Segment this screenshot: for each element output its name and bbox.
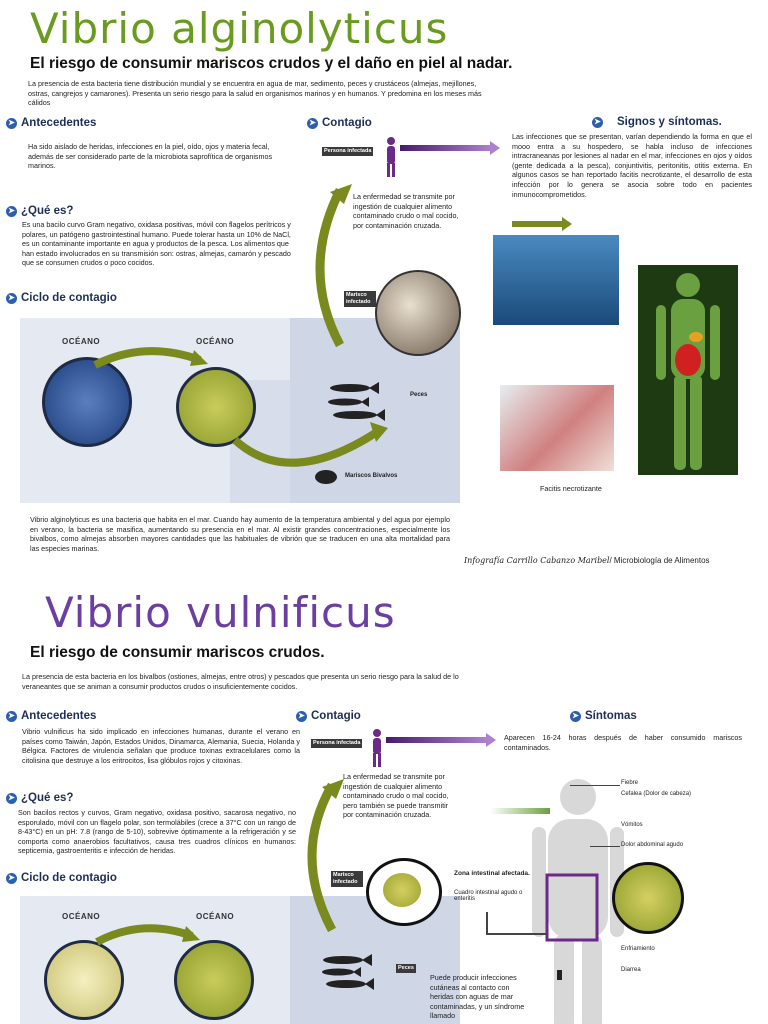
contagio-curve-arrow: [300, 180, 360, 350]
bacteria-micrograph-3: [44, 940, 124, 1020]
zona-title: Zona intestinal afectada.: [454, 870, 530, 877]
credit-author: Infografía Carrillo Cabanzo Maribel: [464, 556, 610, 565]
peces-tag-2: Peces: [398, 965, 414, 971]
arrow-right-icon: ➤: [6, 206, 17, 217]
antecedentes-heading-2: [6, 710, 96, 722]
bacteria-micrograph-1: [42, 357, 132, 447]
oceano-label-1: OCÉANO: [62, 337, 101, 346]
marisco-infectado-tag: Marisco infectado: [344, 291, 376, 307]
cycle-arrow-3: [92, 918, 202, 946]
intestine-bacteria-micrograph: [612, 862, 684, 934]
contagio-text-2: La enfermedad se transmite por ingestión de cualquier alimento contaminado crudo o mal cocido, pero también se puede transmitir por contaminación cruzada.: [343, 772, 449, 820]
dolor-label: Dolor abdominal agudo: [621, 842, 684, 848]
subtitle-alginolyticus: El riesgo de consumir mariscos crudos y el daño en piel al nadar.: [30, 55, 513, 72]
contagio-arrow-2: [386, 737, 486, 743]
zona-line: [486, 912, 488, 934]
arrow-right-icon: ➤: [296, 711, 307, 722]
fish-icon: [325, 380, 415, 430]
antecedentes-text: Ha sido aislado de heridas, infecciones en la piel, oído, ojos y materia fecal, además de ser considerado parte de la microbiota saprofítica de organismos marinos.: [28, 142, 273, 171]
arrow-right-icon: ➤: [6, 873, 17, 884]
intro-vulnificus: La presencia de esta bacteria en los bivalbos (ostiones, almejas, entre otros) y pescados que presenta un serio riesgo para la salud de lo veraneantes que se animan a consumir productos crudos o insuficientemente cocidos.: [22, 672, 459, 691]
vomitos-label: Vómitos: [621, 822, 643, 828]
page-title-vulnificus: Vibrio vulnificus: [45, 588, 396, 637]
contagio-arrow-head: [490, 141, 500, 155]
arrow-right-icon: ➤: [592, 117, 603, 128]
signos-arrow-head: [562, 217, 572, 231]
arrow-right-icon: ➤: [307, 118, 318, 129]
persona-infectada-tag-2: Persona infectada: [313, 740, 361, 746]
signos-heading: [592, 116, 722, 128]
antecedentes-heading: [6, 117, 96, 129]
shell-photo: [366, 858, 442, 926]
contagio-text: La enfermedad se transmite por ingestión de cualquier alimento contaminado crudo o mal cocido, por contaminación cruzada.: [353, 192, 459, 230]
fiebre-label: Fiebre: [621, 780, 639, 786]
dolor-line: [590, 846, 620, 847]
credit: [464, 556, 710, 565]
body-diagram: [638, 265, 738, 475]
cefalea-label: Cefalea (Dolor de cabeza): [621, 791, 692, 797]
ciclo-heading: [6, 292, 117, 304]
contagio-heading-2: [296, 710, 361, 722]
diarrea-label: Diarrea: [621, 967, 641, 973]
que-es-text: Es una bacilo curvo Gram negativo, oxidasa positivas, móvil con flagelos perítricos y polares, un patógeno gastrointestinal humano. Puede tolerar hasta un 10% de NaCl, es un contaminante importante en agua y productos de la pesca. Los alimentos que han estado involucrados en su transmisión son: ostras, almejas, camarón y pescado que se consumen crudos o poco cocidos.: [22, 220, 291, 268]
facitis-caption: Facitis necrotizante: [540, 484, 602, 493]
arrow-right-icon: ➤: [6, 711, 17, 722]
signos-label: Signos y síntomas.: [617, 116, 722, 128]
fiebre-line: [570, 785, 620, 786]
antecedentes-label: Antecedentes: [21, 117, 97, 129]
person-icon-2: [370, 728, 384, 768]
antecedentes-text-2: Vibrio vulnificus ha sido implicado en infecciones humanas, durante el verano en países como Taiwán, Japón, Estados Unidos, Dinamarca, Alemania, Suecia, Holanda y Bélgica. Factores de virulencia señalan que produce toxinas extracelulares como la citolisina que destruye a los eritrocitos, lisa glóbulos rojos y citoxinas.: [22, 727, 300, 765]
ciclo-label: Ciclo de contagio: [21, 292, 117, 304]
bivalve-icon: [315, 470, 337, 484]
arrow-right-icon: ➤: [6, 293, 17, 304]
que-es-heading-2: [6, 792, 73, 804]
ciclo-label-2: Ciclo de contagio: [21, 872, 117, 884]
que-es-text-2: Son bacilos rectos y curvos, Gram negativo, oxidasa positivo, sacarosa negativo, no esporulado, móvil con un flagelo polar, son termolábiles (crece a 37°C con un rango de 8-43°C) en un pH: 7.8 (rango de 5-10), sobrevive óptimamente a la refrigeración y se comporta como anaerobios facultativos, causa tres cuadros clínicos en humanos: septicemia, gastroenteritis e infección de heridas.: [18, 808, 296, 856]
signos-arrow: [512, 221, 562, 227]
body-silhouette-icon: [638, 265, 738, 475]
zona-sub: Cuadro intestinal agudo o enteritis: [454, 890, 523, 902]
bacteria-micrograph-4: [174, 940, 254, 1020]
marisco-infectado-tag-2: Marisco infectado: [331, 871, 363, 887]
contagio-arrow: [400, 145, 492, 151]
oceano-label-2: OCÉANO: [196, 337, 235, 346]
arrow-right-icon: ➤: [6, 118, 17, 129]
necrotizing-fasciitis-photo: [500, 385, 614, 471]
contagio-label-2: Contagio: [311, 710, 361, 722]
cycle-arrow-1: [90, 340, 210, 370]
credit-course: / Microbiología de Alimentos: [609, 556, 710, 565]
sintomas-heading: [570, 710, 637, 722]
clams-photo: [375, 270, 461, 356]
arrow-right-icon: ➤: [6, 793, 17, 804]
que-es-label-2: ¿Qué es?: [21, 792, 74, 804]
shell-bacteria: [383, 873, 421, 907]
oceano-label-4: OCÉANO: [196, 912, 235, 921]
persona-infectada-tag: Persona infectada: [324, 148, 372, 154]
signos-text: Las infecciones que se presentan, varían dependiendo la forma en que el mooo entra a su hospedero, se habla incluso de infecciones intracraneanas por lesiones al nadar en el mar, infecciones en ojos y oídos (gente dedicada a la pesca), conjuntivitis, peritonitis, otitis externa. En algunos casos se han reportado facitis necrotizante, el desarrollo de esta infección por lo genera se asocia sobre todo en pacientes inmunocomprometidos.: [512, 132, 752, 199]
ciclo-heading-2: [6, 872, 117, 884]
intro-alginolyticus: La presencia de esta bacteria tiene distribución mundial y se encuentra en agua de mar, sedimento, peces y crustáceos (almejas, mejillones, ostras, cangrejos y camarones). Presenta un serio riesgo para la salud en organismos marinos y en humanos. Y predomina en los meses más cálidos: [28, 79, 482, 108]
sintomas-text: Aparecen 16-24 horas después de haber consumido mariscos contaminados.: [504, 733, 742, 752]
contagio-arrow-head-2: [486, 733, 496, 747]
bottom-text-alginolyticus: Vibrio alginolyticus es una bacteria que habita en el mar. Cuando hay aumento de la temperatura ambiental y del agua por ejemplo en verano, la bacteria se masifica, aumentando su presencia en el mar. Al existir grandes concentraciones, especialmente los bivalbos, como almejas absorben mayores cantidades que las habituales de vibrión que se traducen en una alta mortalidad para las especies marinas.: [30, 515, 450, 553]
shark-photo: [493, 235, 619, 325]
zona-line-h: [486, 933, 548, 935]
subtitle-vulnificus: El riesgo de consumir mariscos crudos.: [30, 644, 325, 661]
que-es-heading: [6, 205, 73, 217]
contagio-label: Contagio: [322, 117, 372, 129]
page-title-alginolyticus: Vibrio alginolyticus: [30, 4, 449, 53]
contagio-heading: [307, 117, 372, 129]
mariscos-bivalvos-label: Mariscos Bivalvos: [345, 473, 398, 479]
que-es-label: ¿Qué es?: [21, 205, 74, 217]
cutaneas-text: Puede producir infecciones cutáneas al contacto con heridas con aguas de mar contaminadas, y un síndrome llamado: [430, 973, 525, 1021]
antecedentes-label-2: Antecedentes: [21, 710, 97, 722]
sintomas-label: Síntomas: [585, 710, 637, 722]
fish-icon-2: [318, 952, 398, 992]
oceano-label-3: OCÉANO: [62, 912, 101, 921]
enfriamiento-label: Enfriamiento: [621, 946, 655, 952]
peces-label: Peces: [410, 392, 428, 398]
arrow-right-icon: ➤: [570, 711, 581, 722]
person-icon: [384, 136, 398, 178]
